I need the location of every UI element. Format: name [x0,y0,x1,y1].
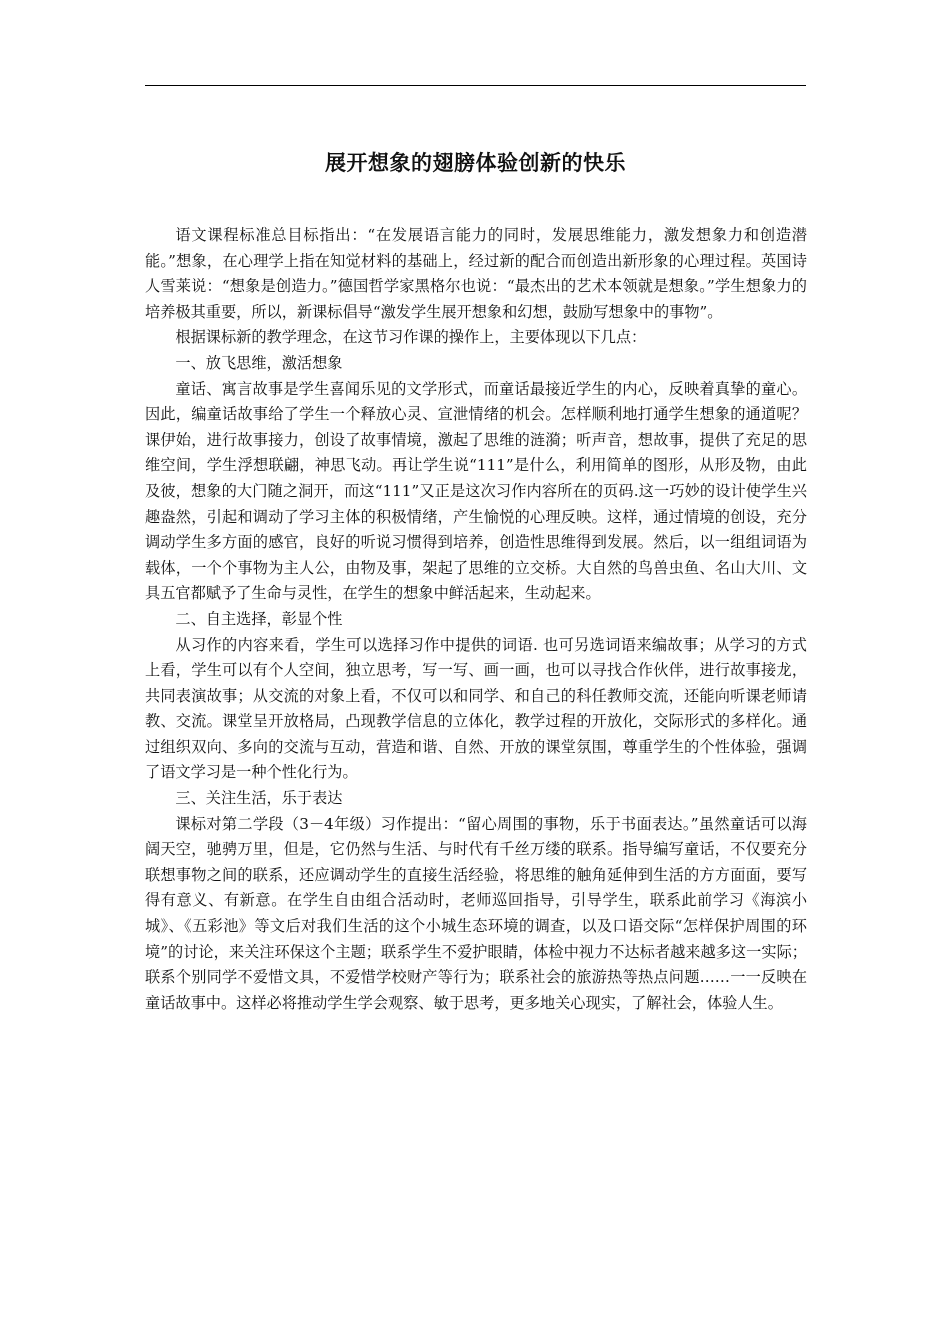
paragraph-section-2: 从习作的内容来看，学生可以选择习作中提供的词语. 也可另选词语来编故事；从学习的方式上看，学生可以有个人空间，独立思考，写一写、画一画，也可以寻找合作伙伴，进行故事接龙，共同表演故事；从交流的对象上看，不仅可以和同学、和自己的科任教师交流，还能向听课老师请教、交流。课堂呈开放格局，凸现教学信息的立体化，教学过程的开放化，交际形式的多样化。通过组织双向、多向的交流与互动，营造和谐、自然、开放的课堂氛围，尊重学生的个性体验，强调了语文学习是一种个性化行为。 [145,635,807,782]
document-title: 展开想象的翅膀体验创新的快乐 [325,150,626,176]
paragraph-section-3: 课标对第二学段（3－4年级）习作提出：“留心周围的事物，乐于书面表达。”虽然童话可以海阔天空，驰骋万里，但是，它仍然与生活、与时代有千丝万缕的联系。指导编写童话，不仅要充分联想事物之间的联系，还应调动学生的直接生活经验，将思维的触角延伸到生活的方方面面，要写得有意义、有新意。在学生自由组合活动时，老师巡回指导，引导学生，联系此前学习《海滨小城》、《五彩池》等文后对我们生活的这个小城生态环境的调查，以及口语交际“怎样保护周围的环境”的讨论，来关注环保这个主题；联系学生不爱护眼睛，体检中视力不达标者越来越多这一实际；联系个别同学不爱惜文具，不爱惜学校财产等行为；联系社会的旅游热等热点问题……一一反映在童话故事中。这样必将推动学生学会观察、敏于思考，更多地关心现实，了解社会，体验人生。 [145,814,807,1012]
section-heading-1: 一、放飞思维，激活想象 [175,353,343,372]
paragraph-overview: 根据课标新的教学理念，在这节习作课的操作上，主要体现以下几点： [175,328,647,347]
header-rule [145,85,806,86]
document-body [145,223,807,1016]
section-heading-2: 二、自主选择，彰显个性 [175,609,343,628]
paragraph-intro: 语文课程标准总目标指出：“在发展语言能力的同时，发展思维能力，激发想象力和创造潜能。”想象，在心理学上指在知觉材料的基础上，经过新的配合而创造出新形象的心理过程。英国诗人雪莱说：“想象是创造力。”德国哲学家黑格尔也说：“最杰出的艺术本领就是想象。”学生想象力的培养极其重要，所以，新课标倡导“激发学生展开想象和幻想，鼓励写想象中的事物”。 [145,226,807,321]
section-heading-3: 三、关注生活，乐于表达 [175,789,343,808]
paragraph-section-1: 童话、寓言故事是学生喜闻乐见的文学形式，而童话最接近学生的内心，反映着真挚的童心。因此，编童话故事给了学生一个释放心灵、宣泄情绪的机会。怎样顺利地打通学生想象的通道呢？课伊始，进行故事接力，创设了故事情境，激起了思维的涟漪；听声音，想故事，提供了充足的思维空间，学生浮想联翩，神思飞动。再让学生说“111”是什么，利用简单的图形，从形及物，由此及彼，想象的大门随之洞开，而这“111”又正是这次习作内容所在的页码.这一巧妙的设计使学生兴趣盎然，引起和调动了学习主体的积极情绪，产生愉悦的心理反映。这样，通过情境的创设，充分调动学生多方面的感官，良好的听说习惯得到培养，创造性思维得到发展。然后，以一组组词语为载体，一个个事物为主人公，由物及事，架起了思维的立交桥。大自然的鸟兽虫鱼、名山大川、文具五官都赋予了生命与灵性，在学生的想象中鲜活起来，生动起来。 [145,379,807,603]
